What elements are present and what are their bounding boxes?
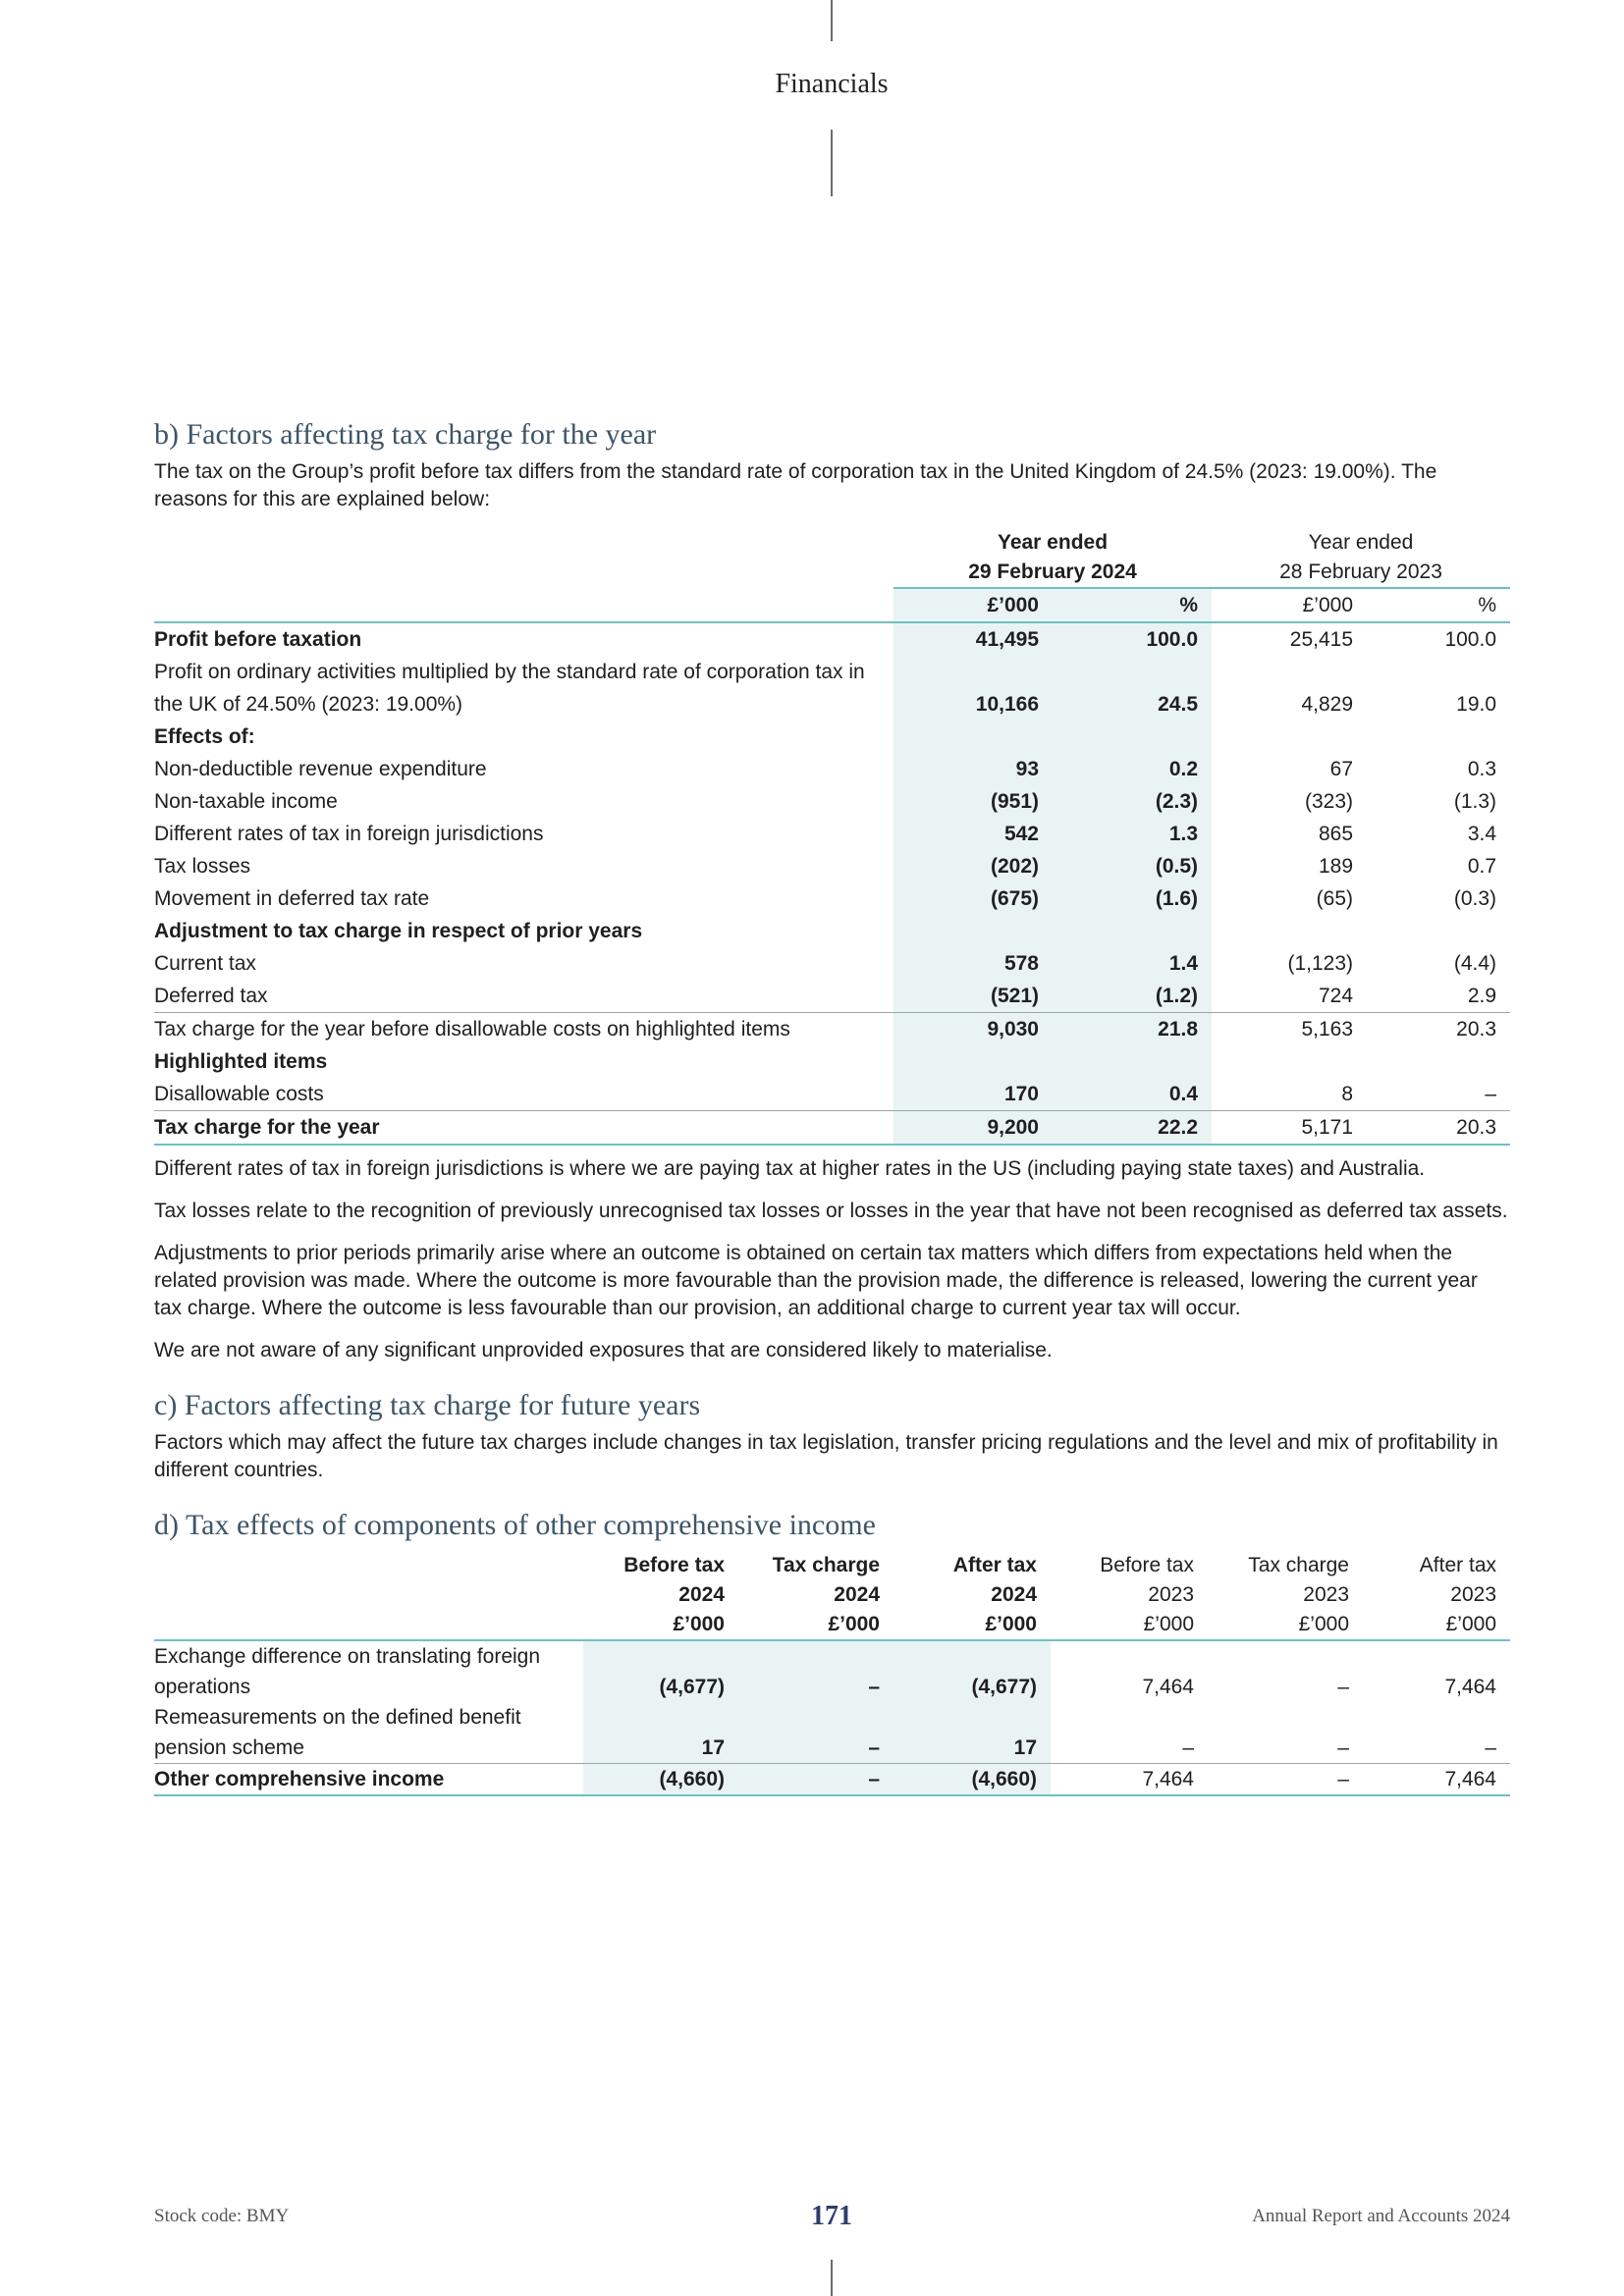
table-row [154, 1045, 1510, 1078]
row-value [1367, 1045, 1510, 1078]
row-label: Profit before taxation [154, 622, 893, 656]
row-label: Tax charge for the year [154, 1111, 893, 1146]
section-b-note: We are not aware of any significant unprovided exposures that are considered likely to materialise. [154, 1339, 1053, 1362]
oci-col-header: 2023 [1303, 1583, 1349, 1606]
row-value: (1.3) [1453, 790, 1497, 813]
row-value: (323) [1304, 790, 1354, 813]
tax-reconciliation-table [154, 528, 1510, 1146]
row-value: 0.7 [1467, 855, 1497, 878]
row-label: Tax losses [154, 855, 251, 878]
section-b-notes [154, 1155, 1510, 1364]
table-header-year [154, 528, 1510, 588]
oci-tax-table [154, 1551, 1510, 1796]
row-label: Deferred tax [154, 985, 268, 1007]
table-row [154, 915, 1510, 947]
row-value: – [1337, 1736, 1349, 1759]
row-value [1212, 721, 1367, 753]
oci-table-header [154, 1551, 1510, 1640]
row-value: (4,677) [583, 1640, 738, 1702]
row-value: (521) [893, 980, 1053, 1013]
oci-col-header: Tax charge [1248, 1554, 1349, 1576]
row-value: (4,660) [583, 1764, 738, 1796]
oci-col-header: £’000 [583, 1610, 738, 1640]
col-unit: £’000 [1212, 588, 1367, 622]
row-value: 5,163 [1212, 1013, 1367, 1046]
row-value: 93 [893, 753, 1053, 785]
row-value: 542 [893, 818, 1053, 850]
row-value: (65) [1316, 887, 1354, 910]
table-row [154, 753, 1510, 785]
oci-header-spacer [154, 1610, 583, 1640]
row-value: (4,677) [893, 1640, 1051, 1702]
row-label: Non-deductible revenue expenditure [154, 758, 487, 780]
table-row [154, 882, 1510, 915]
row-value [893, 1045, 1053, 1078]
oci-col-header: £’000 [893, 1610, 1051, 1640]
row-value: (1.6) [1053, 882, 1212, 915]
footer-page-number: 171 [811, 2201, 852, 2231]
row-label: Different rates of tax in foreign jurisdictions [154, 823, 544, 845]
row-value [1053, 915, 1212, 947]
row-value: 7,464 [1444, 1676, 1496, 1698]
row-value: 2.9 [1467, 985, 1497, 1007]
col-unit: % [1053, 588, 1212, 622]
section-c-heading: c) Factors affecting tax charge for future years [154, 1389, 701, 1421]
table-row [154, 1640, 1510, 1702]
row-value [1212, 1045, 1367, 1078]
row-value: (2.3) [1053, 785, 1212, 818]
col-header-2024-line1: Year ended [997, 531, 1109, 554]
row-value: 7,464 [1363, 1764, 1510, 1796]
oci-table-body [154, 1640, 1510, 1795]
row-value: 19.0 [1456, 693, 1497, 716]
table-row [154, 818, 1510, 850]
row-value [1053, 721, 1212, 753]
page-content [154, 417, 1510, 1796]
row-value [893, 721, 1053, 753]
table-row [154, 1702, 1510, 1764]
row-label: Current tax [154, 952, 256, 975]
oci-col-header: Before tax [1100, 1554, 1194, 1576]
row-value: 7,464 [1142, 1676, 1194, 1698]
oci-col-header: £’000 [1208, 1610, 1363, 1640]
bottom-divider-line [831, 2260, 833, 2296]
row-value: – [1337, 1676, 1349, 1698]
row-value: 100.0 [1367, 622, 1510, 656]
oci-header-spacer [154, 1551, 583, 1580]
table-row [154, 1764, 1510, 1796]
row-value: – [1485, 1083, 1497, 1105]
col-header-2024 [893, 528, 1212, 588]
table-row [154, 785, 1510, 818]
oci-header-row [154, 1610, 1510, 1640]
row-value: (1.2) [1053, 980, 1212, 1013]
row-value: 22.2 [1053, 1111, 1212, 1146]
tax-reconciliation-body [154, 622, 1510, 1145]
footer-report-title: Annual Report and Accounts 2024 [1252, 2206, 1510, 2226]
row-label: Effects of: [154, 725, 255, 748]
row-value: 170 [893, 1078, 1053, 1111]
oci-col-header: £’000 [1051, 1610, 1208, 1640]
table-row [154, 947, 1510, 980]
section-b-heading: b) Factors affecting tax charge for the year [154, 418, 657, 451]
row-value: – [1208, 1764, 1363, 1796]
row-value: 41,495 [893, 622, 1053, 656]
oci-header-spacer [154, 1580, 583, 1610]
oci-col-header: 2024 [678, 1583, 725, 1606]
col-unit: % [1367, 588, 1510, 622]
row-label: Profit on ordinary activities multiplied by the standard rate of corporation tax in the UK of 24.50% (2023: 19.00%) [154, 661, 865, 716]
section-b-note: Adjustments to prior periods primarily arise where an outcome is obtained on certain tax matters which differs from expectations held when the related provision was made. Where the outcome is more favourable than the provision made, the difference is released, lowering the current year tax charge. Where the outcome is less favourable than our provision, an additional charge to current year tax will occur. [154, 1242, 1478, 1319]
row-label: Disallowable costs [154, 1083, 324, 1105]
table-row [154, 656, 1510, 721]
table-row [154, 850, 1510, 882]
oci-col-header: After tax [1419, 1554, 1496, 1576]
row-value: (4.4) [1453, 952, 1497, 975]
col-header-2023 [1212, 528, 1510, 588]
oci-col-header: £’000 [738, 1610, 893, 1640]
table-row [154, 980, 1510, 1013]
row-value: 10,166 [893, 656, 1053, 721]
row-value: 1.3 [1053, 818, 1212, 850]
table-row [154, 721, 1510, 753]
row-value: 0.4 [1053, 1078, 1212, 1111]
col-header-2024-line2: 29 February 2024 [968, 561, 1137, 583]
table-header-units [154, 588, 1510, 622]
row-value: 724 [1318, 985, 1354, 1007]
row-label: Adjustment to tax charge in respect of prior years [154, 920, 643, 942]
col-unit: £’000 [893, 588, 1053, 622]
oci-col-header: 2023 [1450, 1583, 1496, 1606]
row-label: Remeasurements on the defined benefit pension scheme [154, 1706, 521, 1759]
row-label: Other comprehensive income [154, 1764, 583, 1796]
row-value [1367, 721, 1510, 753]
row-label: Non-taxable income [154, 790, 338, 813]
row-value: – [738, 1640, 893, 1702]
row-value: 17 [583, 1702, 738, 1764]
oci-col-header: After tax [952, 1554, 1037, 1576]
oci-col-header: 2024 [991, 1583, 1037, 1606]
row-value: 9,030 [893, 1013, 1053, 1046]
row-value: (951) [893, 785, 1053, 818]
row-value: 67 [1329, 758, 1354, 780]
section-b-note: Tax losses relate to the recognition of previously unrecognised tax losses or losses in the year that have not been recognised as deferred tax assets. [154, 1200, 1508, 1222]
row-value: 20.3 [1367, 1013, 1510, 1046]
row-value: 25,415 [1212, 622, 1367, 656]
section-d-heading: d) Tax effects of components of other comprehensive income [154, 1509, 876, 1541]
oci-col-header: 2024 [834, 1583, 880, 1606]
table-row [154, 622, 1510, 656]
row-value: (675) [893, 882, 1053, 915]
table-row [154, 1013, 1510, 1046]
row-label: Movement in deferred tax rate [154, 887, 430, 910]
oci-col-header: 2023 [1148, 1583, 1194, 1606]
row-value: 0.2 [1053, 753, 1212, 785]
row-label: Highlighted items [154, 1050, 328, 1073]
oci-col-header: Before tax [623, 1554, 725, 1576]
footer-stock-code: Stock code: BMY [154, 2206, 290, 2226]
row-value [1053, 1045, 1212, 1078]
section-b-intro: The tax on the Group’s profit before tax differs from the standard rate of corporation tax in the United Kingdom of 24.5% (2023: 19.00%). The reasons for this are explained below: [154, 460, 1437, 510]
table-row [154, 1111, 1510, 1146]
oci-col-header: Tax charge [772, 1554, 880, 1576]
row-value: 20.3 [1367, 1111, 1510, 1146]
row-value: 4,829 [1301, 693, 1354, 716]
row-value: 865 [1318, 823, 1354, 845]
top-divider-line [831, 0, 833, 41]
row-value: (4,660) [893, 1764, 1051, 1796]
row-value: 0.3 [1467, 758, 1497, 780]
row-label: Exchange difference on translating foreign operations [154, 1645, 541, 1698]
section-c-text: Factors which may affect the future tax charges include changes in tax legislation, transfer pricing regulations and the level and mix of profitability in different countries. [154, 1431, 1498, 1481]
section-b-note: Different rates of tax in foreign jurisdictions is where we are paying tax at higher rates in the US (including paying state taxes) and Australia. [154, 1157, 1426, 1180]
row-value [1367, 915, 1510, 947]
row-value: – [1182, 1736, 1194, 1759]
row-value: – [738, 1764, 893, 1796]
oci-header-row [154, 1580, 1510, 1610]
row-value: 578 [893, 947, 1053, 980]
oci-header-row [154, 1551, 1510, 1580]
row-value: 7,464 [1051, 1764, 1208, 1796]
row-value: 3.4 [1467, 823, 1497, 845]
row-value [893, 915, 1053, 947]
row-value: 24.5 [1053, 656, 1212, 721]
col-header-2023-line2: 28 February 2023 [1279, 561, 1442, 583]
col-header-2023-line1: Year ended [1308, 531, 1414, 554]
header-divider-line [831, 130, 833, 196]
row-value: 100.0 [1053, 622, 1212, 656]
page-header-title: Financials [775, 69, 889, 99]
table-row [154, 1078, 1510, 1111]
row-value: 17 [893, 1702, 1051, 1764]
row-value: 8 [1341, 1083, 1354, 1105]
row-label: Tax charge for the year before disallowable costs on highlighted items [154, 1013, 893, 1046]
row-value: 9,200 [893, 1111, 1053, 1146]
row-value: (1,123) [1287, 952, 1354, 975]
row-value [1212, 915, 1367, 947]
row-value: (0.3) [1453, 887, 1497, 910]
oci-col-header: £’000 [1363, 1610, 1510, 1640]
row-value: – [738, 1702, 893, 1764]
row-value: (0.5) [1053, 850, 1212, 882]
row-value: 21.8 [1053, 1013, 1212, 1046]
row-value: 189 [1318, 855, 1354, 878]
row-value: 5,171 [1212, 1111, 1367, 1146]
row-value: (202) [893, 850, 1053, 882]
row-value: 1.4 [1053, 947, 1212, 980]
row-value: – [1485, 1736, 1496, 1759]
